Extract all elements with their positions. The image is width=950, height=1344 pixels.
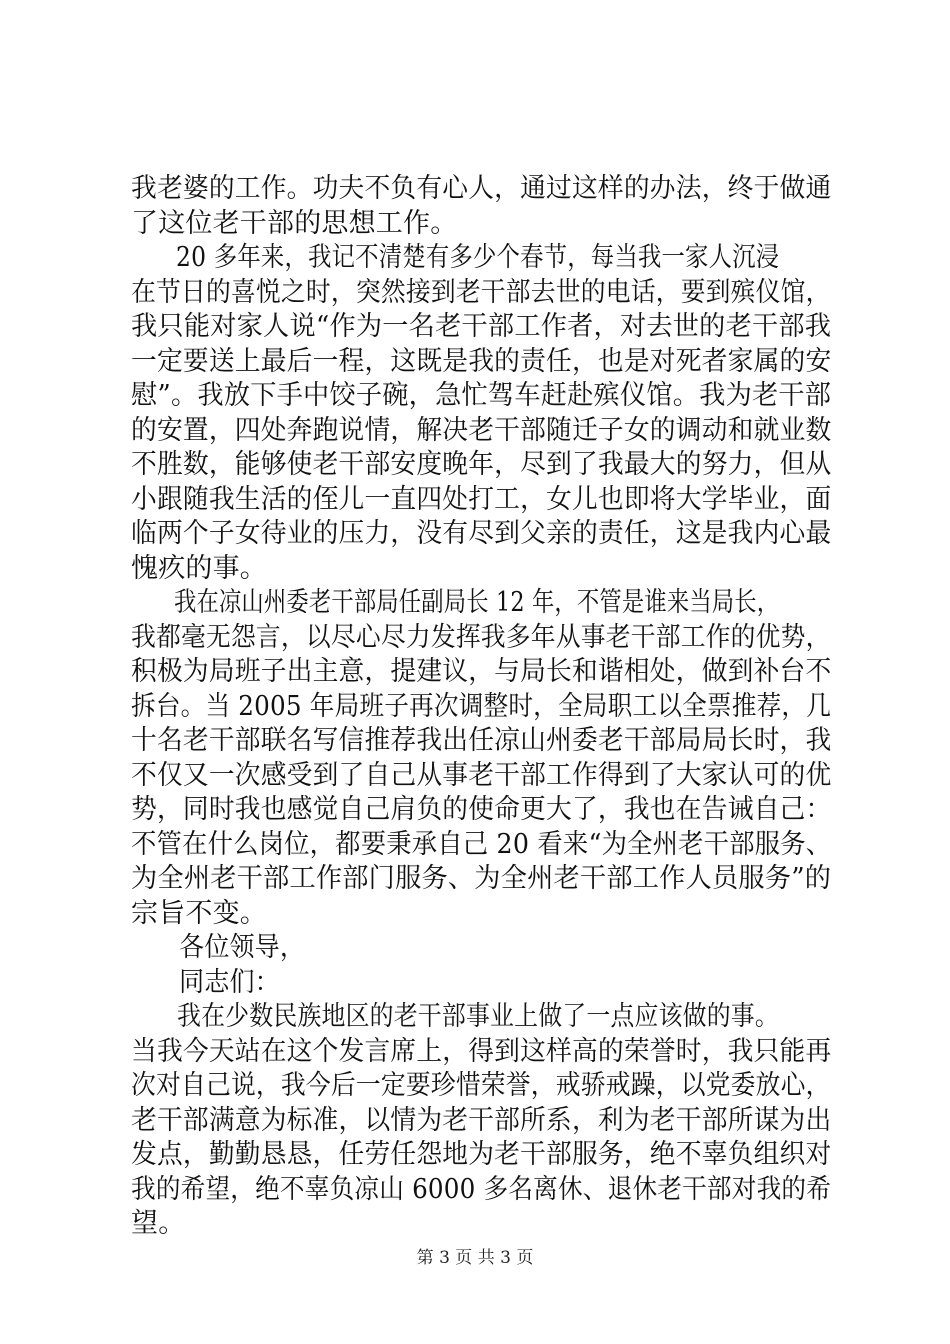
text-line: 各位领导， — [179, 932, 306, 963]
text-line: 我的希望，绝不辜负凉山 6000 多名离休、退休老干部对我的希 — [131, 1173, 832, 1205]
text-line: 同志们： — [179, 966, 280, 998]
text-line: 我老婆的工作。功夫不负有心人，通过这样的办法，终于做通 — [131, 173, 832, 204]
text-line: 不仅又一次感受到了自己从事老干部工作得到了大家认可的优 — [131, 759, 832, 791]
page-footer — [0, 1247, 950, 1269]
text-line: 次对自己说，我今后一定要珍惜荣誉，戒骄戒躁，以党委放心， — [131, 1070, 831, 1101]
text-line: 愧疚的事。 — [131, 552, 267, 584]
document-body — [131, 172, 831, 1242]
text-line: 在节日的喜悦之时，突然接到老干部去世的电话，要到殡仪馆， — [131, 276, 831, 308]
text-line: 发点，勤勤恳恳，任劳任怨地为老干部服务，绝不辜负组织对 — [131, 1139, 832, 1170]
text-line: 拆台。当 2005 年局班子再次调整时，全局职工以全票推荐，几 — [131, 690, 832, 722]
text-line: 20 多年来，我记不清楚有多少个春节，每当我一家人沉浸 — [176, 242, 780, 273]
text-line: 为全州老干部工作部门服务、为全州老干部工作人员服务”的 — [131, 863, 832, 894]
text-line: 我在凉山州委老干部局任副局长 12 年，不管是谁来当局长， — [173, 587, 780, 618]
text-line: 一定要送上最后一程，这既是我的责任，也是对死者家属的安 — [131, 345, 832, 377]
text-line: 宗旨不变。 — [131, 897, 267, 929]
text-line: 望。 — [131, 1208, 186, 1239]
text-line: 临两个子女待业的压力，没有尽到父亲的责任，这是我内心最 — [131, 518, 832, 549]
text-line: 当我今天站在这个发言席上，得到这样高的荣誉时，我只能再 — [131, 1035, 832, 1067]
text-line: 不胜数，能够使老干部安度晚年，尽到了我最大的努力，但从 — [131, 449, 832, 480]
text-line: 老干部满意为标准，以情为老干部所系，利为老干部所谋为出 — [131, 1104, 832, 1136]
text-line: 我只能对家人说“作为一名老干部工作者，对去世的老干部我 — [131, 311, 832, 342]
text-line: 小跟随我生活的侄儿一直四处打工，女儿也即将大学毕业，面 — [131, 483, 832, 515]
text-line: 慰”。我放下手中饺子碗，急忙驾车赶赴殡仪馆。我为老干部 — [131, 380, 832, 411]
text-line: 我在少数民族地区的老干部事业上做了一点应该做的事。 — [177, 1001, 779, 1032]
text-line: 十名老干部联名写信推荐我出任凉山州委老干部局局长时，我 — [131, 725, 832, 756]
text-line: 势，同时我也感觉自己肩负的使命更大了，我也在告诫自己： — [131, 794, 832, 825]
text-line: 的安置，四处奔跑说情，解决老干部随迁子女的调动和就业数 — [131, 414, 832, 446]
page-number-label: 第 3 页 共 3 页 — [416, 1248, 534, 1268]
text-line: 不管在什么岗位，都要秉承自己 20 看来“为全州老干部服务、 — [131, 828, 832, 860]
text-line: 我都毫无怨言，以尽心尽力发挥我多年从事老干部工作的优势， — [131, 621, 831, 653]
text-line: 了这位老干部的思想工作。 — [131, 207, 458, 239]
text-line: 积极为局班子出主意，提建议，与局长和谐相处，做到补台不 — [131, 656, 832, 687]
